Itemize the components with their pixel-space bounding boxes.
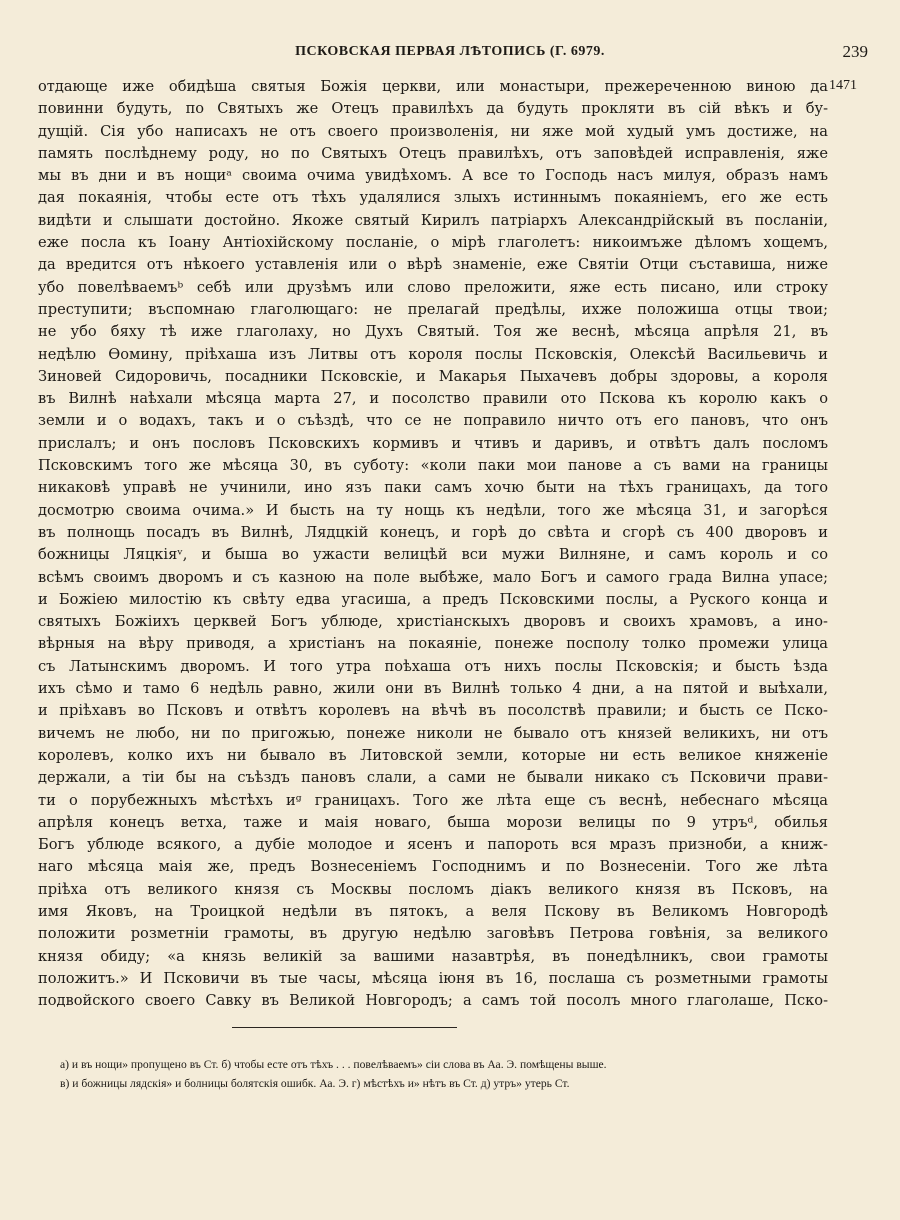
footnote-line: а) и въ нощи» пропущено въ Ст. б) чтобы есте отъ тѣхъ . . . повелѣваемъ» сіи слова въ Аа. Э. помѣщены выше. [60,1058,607,1071]
running-title: ПСКОВСКАЯ ПЕРВАЯ ЛѢТОПИСЬ (Г. 6979. [295,44,605,59]
text-line: дая покаянія, чтобы есте отъ тѣхъ удалялися злыхъ истиннымъ покаяніемъ, его же есть [38,189,828,207]
footnote-line: в) и божницы лядскія» и болницы болятскія ошибк. Аа. Э. г) мѣстѣхъ и» нѣтъ въ Ст. д) утръ» утерь Ст. [60,1077,570,1090]
text-line: князя обиду; «а князь великій за вашими назавтрѣя, въ понедѣлникъ, свои грамоты [38,947,828,965]
text-line: Зиновей Сидоровичь, посадники Псковскіе, и Макарья Пыхачевъ добры здоровы, а короля [38,367,828,385]
text-line: имя Яковъ, на Троицкой недѣли въ пятокъ, а веля Пскову въ Великомъ Новгородѣ [38,902,828,920]
page-header [30,44,870,68]
text-line: всѣмъ своимъ дворомъ и съ казною на поле выбѣже, мало Богъ и самого града Вилна упасе; [38,568,828,586]
body-text [38,76,828,1012]
page-number: 239 [842,42,868,61]
text-line: ихъ сѣмо и тамо 6 недѣль равно, жили они въ Вилнѣ только 4 дни, а на пятой и выѣхали, [38,680,828,698]
text-line: Богъ ублюде всякого, а дубіе молодое и ясенъ и папороть вся мразъ призноби, а книж- [38,836,828,854]
text-line: никаковѣ управѣ не учинили, ино язъ паки самъ хочю быти на тѣхъ границахъ, да того [38,479,828,497]
text-line: апрѣля конецъ ветха, таже и маія новаго, быша морози велицы по 9 утръᵈ, обилья [38,813,828,831]
margin-year: 1471 [829,78,857,93]
text-line: положитъ.» И Псковичи въ тые часы, мѣсяца іюня въ 16, послаша съ розметными грамоты [38,969,828,987]
text-line: святыхъ Божіихъ церквей Богъ ублюде, христіанскыхъ дворовъ и своихъ храмовъ, а ино- [38,613,828,631]
text-line: вѣрныя на вѣру приводя, а христіанъ на покаяніе, понеже посполу толко промежи улица [38,635,828,653]
text-line: земли и о водахъ, такъ и о съѣздѣ, что се не поправило ничто отъ его пановъ, что онъ [38,412,828,430]
text-line: да вредится отъ нѣкоего уставленія или о вѣрѣ знаменіе, еже Святіи Отци съставиша, ниже [38,256,828,274]
text-line: память послѣднему роду, но по Святыхъ Отецъ правилѣхъ, отъ заповѣдей исправленія, яже [38,144,828,162]
text-line: божницы Ляцкіяᵛ, и быша во ужасти велицѣй вси мужи Вилняне, и самъ король и со [38,546,828,564]
text-line: мы въ дни и въ нощиᵃ своима очима увидѣхомъ. А все то Господь насъ милуя, образъ намъ [38,167,828,185]
text-line: еже посла къ Іоану Антіохійскому посланіе, о мірѣ глаголетъ: никоимъже дѣломъ хощемъ, [38,234,828,252]
text-line: вичемъ не любо, ни по пригожью, понеже николи не бывало отъ князей великихъ, ни отъ [38,724,828,742]
text-line: видѣти и слышати достойно. Якоже святый Кирилъ патріархъ Александрійскый въ посланіи, [38,211,828,229]
text-line: ти о порубежныхъ мѣстѣхъ иᵍ границахъ. Того же лѣта еще съ веснѣ, небеснаго мѣсяца [38,791,828,809]
footnotes [60,1055,800,1093]
text-line: королевъ, колко ихъ ни бывало въ Литовской земли, которые ни есть великое княженіе [38,746,828,764]
text-line: наго мѣсяца маія же, предъ Вознесеніемъ Господнимъ и по Вознесеніи. Того же лѣта [38,858,828,876]
text-line: держали, а тіи бы на съѣздъ пановъ слали, а сами не бывали никако съ Псковичи прави- [38,769,828,787]
text-line: дущій. Сія убо написахъ не отъ своего произволенія, ни яже мой худый умъ достиже, на [38,122,828,140]
text-line: подвойского своего Савку въ Великой Новгородъ; а самъ той посолъ много глаголаше, Пско- [38,992,828,1010]
text-line: Псковскимъ того же мѣсяца 30, въ суботу: «коли паки мои панове а съ вами на границы [38,457,828,475]
text-line: досмотрю своима очима.» И бысть на ту нощь къ недѣли, того же мѣсяца 31, и загорѣся [38,501,828,519]
text-line: преступити; въспомнаю глаголющаго: не прелагай предѣлы, ихже положиша отцы твои; [38,300,828,318]
text-line: и пріѣхавъ во Псковъ и отвѣтъ королевъ на вѣчѣ въ посолствѣ правили; и бысть се Пско- [38,702,828,720]
footnote-divider [232,1027,457,1028]
text-line: въ Вилнѣ наѣхали мѣсяца марта 27, и посолство правили ото Пскова къ королю какъ о [38,390,828,408]
text-line: пріѣха отъ великого князя съ Москвы посломъ діакъ великого князя въ Псковъ, на [38,880,828,898]
text-line: отдающе иже обидѣша святыя Божія церкви, или монастыри, прежереченною виною да [38,78,828,95]
text-line: повинни будуть, по Святыхъ же Отецъ правилѣхъ да будуть прокляти въ сій вѣкъ и бу- [38,100,828,118]
text-line: съ Латынскимъ дворомъ. И того утра поѣхаша отъ нихъ послы Псковскія; и бысть ѣзда [38,657,828,675]
text-line: не убо бяху тѣ иже глаголаху, но Духъ Святый. Тоя же веснѣ, мѣсяца апрѣля 21, въ [38,323,828,341]
text-line: и Божіею милостію къ свѣту едва угасиша, а предъ Псковскими послы, а Руского конца и [38,590,828,608]
text-line: недѣлю Ѳомину, пріѣхаша изъ Литвы отъ короля послы Псковскія, Олексѣй Васильевичь и [38,345,828,363]
text-line: въ полнощь посадъ въ Вилнѣ, Лядцкій конецъ, и горѣ до свѣта и сгорѣ съ 400 дворовъ и [38,523,828,541]
text-line: прислалъ; и онъ пословъ Псковскихъ кормивъ и чтивъ и даривъ, и отвѣтъ далъ посломъ [38,434,828,452]
text-line: убо повелѣваемъᵇ себѣ или друзѣмъ или слово преложити, яже есть писано, или строку [38,278,828,296]
text-line: положити розметніи грамоты, въ другую недѣлю заговѣвъ Петрова говѣнія, за великого [38,925,828,943]
